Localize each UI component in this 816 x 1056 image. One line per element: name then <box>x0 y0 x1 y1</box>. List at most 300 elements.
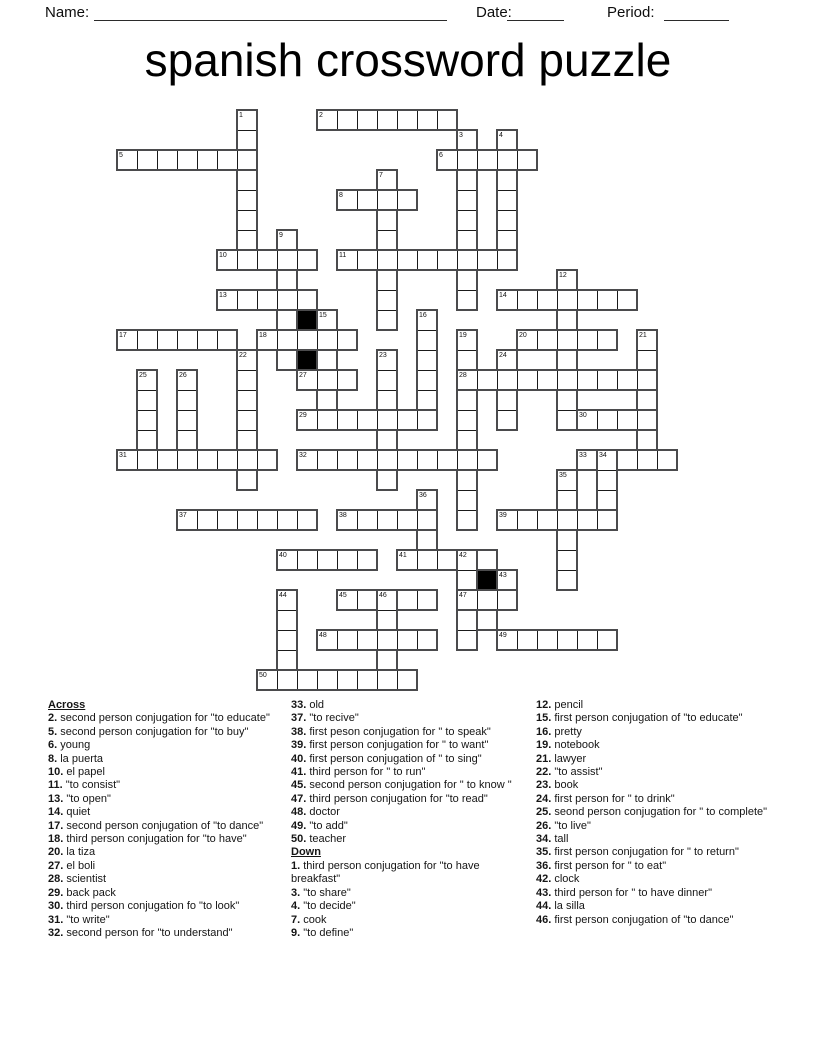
cell-divider <box>297 251 298 269</box>
cell-divider <box>497 151 498 169</box>
clue-48: 48. doctor <box>291 806 340 819</box>
cell-divider <box>378 230 396 231</box>
cell-divider <box>417 411 418 429</box>
cell-divider <box>357 191 358 209</box>
word-14-across[interactable] <box>496 289 638 311</box>
clue-21: 21. lawyer <box>536 752 587 765</box>
clue-35: 35. first person conjugation for " to return" <box>536 846 739 859</box>
cell-divider <box>177 451 178 469</box>
clue-number-22: 22 <box>239 352 247 359</box>
cell-divider <box>378 390 396 391</box>
cell-divider <box>417 111 418 129</box>
cell-divider <box>477 591 478 609</box>
cell-divider <box>157 451 158 469</box>
clue-number-10: 10 <box>219 252 227 259</box>
cell-divider <box>497 591 498 609</box>
word-29-across[interactable] <box>296 409 438 431</box>
cell-divider <box>457 251 458 269</box>
clue-number-33: 33 <box>579 452 587 459</box>
cell-divider <box>137 331 138 349</box>
clue-number-23: 23 <box>379 352 387 359</box>
cell-divider <box>237 251 238 269</box>
clue-number-19: 19 <box>459 332 467 339</box>
word-48-across[interactable] <box>316 629 438 651</box>
cell-divider <box>557 631 558 649</box>
cell-divider <box>217 151 218 169</box>
clue-number-34: 34 <box>599 452 607 459</box>
cell-divider <box>498 410 516 411</box>
cell-divider <box>337 671 338 689</box>
cell-divider <box>458 190 476 191</box>
clue-number-14: 14 <box>499 292 507 299</box>
word-37-across[interactable] <box>176 509 318 531</box>
cell-divider <box>238 230 256 231</box>
cell-divider <box>337 631 338 649</box>
cell-divider <box>177 331 178 349</box>
clue-number-7: 7 <box>379 172 383 179</box>
word-31-across[interactable] <box>116 449 278 471</box>
word-5-across[interactable] <box>116 149 258 171</box>
cell-divider <box>437 551 438 569</box>
clue-49: 49. "to add" <box>291 819 348 832</box>
clue-2: 2. second person conjugation for "to educate" <box>48 712 270 725</box>
clue-31: 31. "to write" <box>48 913 110 926</box>
clue-number-9: 9 <box>279 232 283 239</box>
cell-divider <box>378 290 396 291</box>
cell-divider <box>138 390 156 391</box>
cell-divider <box>278 630 296 631</box>
clue-17: 17. second person conjugation of "to dance" <box>48 819 264 832</box>
cell-divider <box>617 371 618 389</box>
cell-divider <box>178 410 196 411</box>
clue-43: 43. third person for " to have dinner" <box>536 886 712 899</box>
clue-number-26: 26 <box>179 372 187 379</box>
word-50-across[interactable] <box>256 669 418 691</box>
cell-divider <box>498 190 516 191</box>
clue-number-27: 27 <box>299 372 307 379</box>
cell-divider <box>597 631 598 649</box>
clue-11: 11. "to consist" <box>48 779 121 792</box>
cell-divider <box>477 371 478 389</box>
cell-divider <box>638 350 656 351</box>
clue-number-1: 1 <box>239 112 243 119</box>
cell-divider <box>137 151 138 169</box>
cell-divider <box>558 490 576 491</box>
cell-divider <box>537 371 538 389</box>
cell-divider <box>177 151 178 169</box>
cell-divider <box>297 291 298 309</box>
cell-divider <box>597 511 598 529</box>
cell-divider <box>517 291 518 309</box>
cell-divider <box>557 511 558 529</box>
clue-number-2: 2 <box>319 112 323 119</box>
clue-36: 36. first person for " to eat" <box>536 859 667 872</box>
cell-divider <box>458 570 476 571</box>
cell-divider <box>277 511 278 529</box>
cell-divider <box>517 151 518 169</box>
cell-divider <box>557 291 558 309</box>
cell-divider <box>537 511 538 529</box>
cell-divider <box>397 451 398 469</box>
cell-divider <box>617 411 618 429</box>
cell-divider <box>357 671 358 689</box>
cell-divider <box>297 551 298 569</box>
clue-number-3: 3 <box>459 132 463 139</box>
clue-19: 19. notebook <box>536 739 600 752</box>
cell-divider <box>517 371 518 389</box>
clue-33: 33. old <box>291 699 325 711</box>
clue-number-47: 47 <box>459 592 467 599</box>
cell-divider <box>417 511 418 529</box>
cell-divider <box>637 451 638 469</box>
clue-number-11: 11 <box>339 252 347 259</box>
cell-divider <box>597 371 598 389</box>
clue-37: 37. "to recive" <box>291 712 359 725</box>
clue-number-5: 5 <box>119 152 123 159</box>
word-28-across[interactable] <box>456 369 658 391</box>
cell-divider <box>238 410 256 411</box>
word-33-across[interactable] <box>576 449 678 471</box>
cell-divider <box>337 371 338 389</box>
cell-divider <box>417 251 418 269</box>
cell-divider <box>238 430 256 431</box>
clue-9: 9. "to define" <box>291 926 354 939</box>
cell-divider <box>317 671 318 689</box>
clue-42: 42. clock <box>536 873 580 886</box>
cell-divider <box>377 411 378 429</box>
clue-number-36: 36 <box>419 492 427 499</box>
clue-column-2 <box>291 699 523 940</box>
cell-divider <box>458 230 476 231</box>
clue-41: 41. third person for " to run" <box>291 766 426 779</box>
cell-divider <box>397 251 398 269</box>
word-41-across[interactable] <box>396 549 498 571</box>
black-cell <box>296 349 318 371</box>
clue-number-17: 17 <box>119 332 127 339</box>
cell-divider <box>317 411 318 429</box>
cell-divider <box>277 671 278 689</box>
cell-divider <box>357 451 358 469</box>
cell-divider <box>597 331 598 349</box>
word-40-across[interactable] <box>276 549 378 571</box>
word-19-down[interactable] <box>456 329 478 531</box>
clue-number-41: 41 <box>399 552 407 559</box>
cell-divider <box>577 631 578 649</box>
clue-15: 15. first person conjugation of "to educate" <box>536 712 743 725</box>
cell-divider <box>238 370 256 371</box>
cell-divider <box>558 570 576 571</box>
cell-divider <box>417 631 418 649</box>
cell-divider <box>418 390 436 391</box>
cell-divider <box>418 370 436 371</box>
word-38-across[interactable] <box>336 509 438 531</box>
clue-number-24: 24 <box>499 352 507 359</box>
cell-divider <box>598 470 616 471</box>
cell-divider <box>137 451 138 469</box>
cell-divider <box>497 371 498 389</box>
cell-divider <box>178 430 196 431</box>
word-49-across[interactable] <box>496 629 618 651</box>
cell-divider <box>417 551 418 569</box>
cell-divider <box>377 251 378 269</box>
cell-divider <box>197 511 198 529</box>
clue-number-29: 29 <box>299 412 307 419</box>
cell-divider <box>477 151 478 169</box>
cell-divider <box>378 610 396 611</box>
clue-number-49: 49 <box>499 632 507 639</box>
cell-divider <box>458 510 476 511</box>
cell-divider <box>337 551 338 569</box>
cell-divider <box>357 511 358 529</box>
clue-14: 14. quiet <box>48 806 91 819</box>
word-32-across[interactable] <box>296 449 498 471</box>
cell-divider <box>458 290 476 291</box>
clue-number-25: 25 <box>139 372 147 379</box>
cell-divider <box>297 331 298 349</box>
clue-number-12: 12 <box>559 272 567 279</box>
clue-number-38: 38 <box>339 512 347 519</box>
clue-32: 32. second person for "to understand" <box>48 926 233 939</box>
clue-number-28: 28 <box>459 372 467 379</box>
cell-divider <box>437 111 438 129</box>
cell-divider <box>277 331 278 349</box>
clue-number-16: 16 <box>419 312 427 319</box>
cell-divider <box>337 451 338 469</box>
clue-number-31: 31 <box>119 452 127 459</box>
cell-divider <box>417 451 418 469</box>
clue-22: 22. "to assist" <box>536 766 603 779</box>
cell-divider <box>418 350 436 351</box>
clue-4: 4. "to decide" <box>291 900 356 913</box>
clue-number-42: 42 <box>459 552 467 559</box>
word-20-across[interactable] <box>516 329 618 351</box>
cell-divider <box>237 451 238 469</box>
cell-divider <box>377 511 378 529</box>
clue-18: 18. third person conjugation for "to have" <box>48 833 247 846</box>
cell-divider <box>457 151 458 169</box>
cell-divider <box>617 291 618 309</box>
clue-column-1 <box>48 699 280 940</box>
clue-number-8: 8 <box>339 192 343 199</box>
cell-divider <box>337 331 338 349</box>
clue-number-18: 18 <box>259 332 267 339</box>
cell-divider <box>337 111 338 129</box>
clue-number-6: 6 <box>439 152 443 159</box>
cell-divider <box>217 451 218 469</box>
clue-28: 28. scientist <box>48 873 107 886</box>
clue-44: 44. la silla <box>536 900 585 913</box>
cell-divider <box>557 331 558 349</box>
clue-20: 20. la tiza <box>48 846 96 859</box>
clue-47: 47. third person conjugation for "to read" <box>291 792 488 805</box>
cell-divider <box>577 371 578 389</box>
cell-divider <box>257 291 258 309</box>
word-11-across[interactable] <box>336 249 518 271</box>
clue-number-43: 43 <box>499 572 507 579</box>
clue-number-40: 40 <box>279 552 287 559</box>
word-17-across[interactable] <box>116 329 238 351</box>
cell-divider <box>377 631 378 649</box>
cell-divider <box>317 371 318 389</box>
cell-divider <box>418 330 436 331</box>
cell-divider <box>317 331 318 349</box>
cell-divider <box>317 451 318 469</box>
clue-number-48: 48 <box>319 632 327 639</box>
cell-divider <box>157 151 158 169</box>
cell-divider <box>157 331 158 349</box>
clue-39: 39. first person conjugation for " to want" <box>291 739 489 752</box>
down-header: Down <box>291 846 321 859</box>
page-title: spanish crossword puzzle <box>144 34 672 86</box>
clue-7: 7. cook <box>291 913 327 926</box>
cell-divider <box>637 371 638 389</box>
cell-divider <box>558 410 576 411</box>
clue-column-3 <box>536 699 774 927</box>
word-2-across[interactable] <box>316 109 458 131</box>
cell-divider <box>598 490 616 491</box>
cell-divider <box>357 591 358 609</box>
name-label: Name: <box>45 4 90 21</box>
cell-divider <box>577 331 578 349</box>
cell-divider <box>458 490 476 491</box>
cell-divider <box>238 130 256 131</box>
cell-divider <box>357 551 358 569</box>
cell-divider <box>357 411 358 429</box>
clue-5: 5. second person conjugation for "to buy" <box>48 725 249 738</box>
cell-divider <box>558 550 576 551</box>
cell-divider <box>498 210 516 211</box>
cell-divider <box>237 511 238 529</box>
clue-number-39: 39 <box>499 512 507 519</box>
cell-divider <box>197 451 198 469</box>
clue-24: 24. first person for " to drink" <box>536 792 675 805</box>
clue-number-37: 37 <box>179 512 187 519</box>
cell-divider <box>237 291 238 309</box>
cell-divider <box>557 371 558 389</box>
cell-divider <box>577 511 578 529</box>
cell-divider <box>517 511 518 529</box>
cell-divider <box>357 111 358 129</box>
cell-divider <box>378 310 396 311</box>
clue-12: 12. pencil <box>536 699 584 711</box>
clue-number-30: 30 <box>579 412 587 419</box>
clue-26: 26. "to live" <box>536 819 591 832</box>
clue-number-15: 15 <box>319 312 327 319</box>
cell-divider <box>517 631 518 649</box>
clue-number-44: 44 <box>279 592 287 599</box>
extra-cell[interactable] <box>476 609 498 631</box>
clue-46: 46. first person conjugation of "to dance" <box>536 913 734 926</box>
clue-30: 30. third person conjugation fo "to look" <box>48 900 240 913</box>
cell-divider <box>397 511 398 529</box>
cell-divider <box>537 291 538 309</box>
clue-40: 40. first person conjugation of " to sing" <box>291 752 482 765</box>
clue-1: 1. third person conjugation for "to have breakfast" <box>291 859 480 886</box>
clue-38: 38. first peson conjugation for " to speak" <box>291 725 491 738</box>
cell-divider <box>138 430 156 431</box>
cell-divider <box>257 511 258 529</box>
cell-divider <box>277 251 278 269</box>
cell-divider <box>237 151 238 169</box>
cell-divider <box>197 331 198 349</box>
clue-6: 6. young <box>48 739 91 752</box>
word-6-across[interactable] <box>436 149 538 171</box>
cell-divider <box>257 451 258 469</box>
period-label: Period: <box>607 4 655 21</box>
cell-divider <box>437 251 438 269</box>
cell-divider <box>378 370 396 371</box>
word-18-across[interactable] <box>256 329 358 351</box>
clue-45: 45. second person conjugation for " to know " <box>291 779 512 792</box>
cell-divider <box>657 451 658 469</box>
cell-divider <box>377 191 378 209</box>
cell-divider <box>138 410 156 411</box>
clue-3: 3. "to share" <box>291 886 351 899</box>
cell-divider <box>397 191 398 209</box>
word-10-across[interactable] <box>216 249 318 271</box>
clue-50: 50. teacher <box>291 833 347 846</box>
cell-divider <box>458 430 476 431</box>
cell-divider <box>217 331 218 349</box>
clue-16: 16. pretty <box>536 725 582 738</box>
cell-divider <box>277 291 278 309</box>
clue-number-13: 13 <box>219 292 227 299</box>
clue-number-46: 46 <box>379 592 387 599</box>
cell-divider <box>377 671 378 689</box>
cell-divider <box>577 291 578 309</box>
cell-divider <box>238 390 256 391</box>
clue-number-45: 45 <box>339 592 347 599</box>
word-30-across[interactable] <box>576 409 658 431</box>
cell-divider <box>537 631 538 649</box>
cell-divider <box>317 551 318 569</box>
word-13-across[interactable] <box>216 289 318 311</box>
cell-divider <box>498 230 516 231</box>
clue-8: 8. la puerta <box>48 752 104 765</box>
cell-divider <box>458 630 476 631</box>
cell-divider <box>197 151 198 169</box>
clue-number-20: 20 <box>519 332 527 339</box>
cell-divider <box>458 410 476 411</box>
word-39-across[interactable] <box>496 509 618 531</box>
cell-divider <box>278 650 296 651</box>
cell-divider <box>437 451 438 469</box>
clue-27: 27. el boli <box>48 859 96 872</box>
cell-divider <box>377 111 378 129</box>
cell-divider <box>377 451 378 469</box>
cell-divider <box>397 631 398 649</box>
cell-divider <box>637 411 638 429</box>
clue-number-4: 4 <box>499 132 503 139</box>
clue-number-21: 21 <box>639 332 647 339</box>
cell-divider <box>257 251 258 269</box>
cell-divider <box>477 451 478 469</box>
cell-divider <box>597 411 598 429</box>
clue-25: 25. seond person conjugation for " to complete" <box>536 806 768 819</box>
word-1-down[interactable] <box>236 109 258 271</box>
clue-10: 10. el papel <box>48 766 105 779</box>
clue-34: 34. tall <box>536 833 569 846</box>
clue-number-50: 50 <box>259 672 267 679</box>
across-header: Across <box>48 699 86 711</box>
cell-divider <box>178 390 196 391</box>
cell-divider <box>238 190 256 191</box>
cell-divider <box>297 671 298 689</box>
cell-divider <box>597 291 598 309</box>
cell-divider <box>458 210 476 211</box>
cell-divider <box>397 411 398 429</box>
word-8-across[interactable] <box>336 189 418 211</box>
